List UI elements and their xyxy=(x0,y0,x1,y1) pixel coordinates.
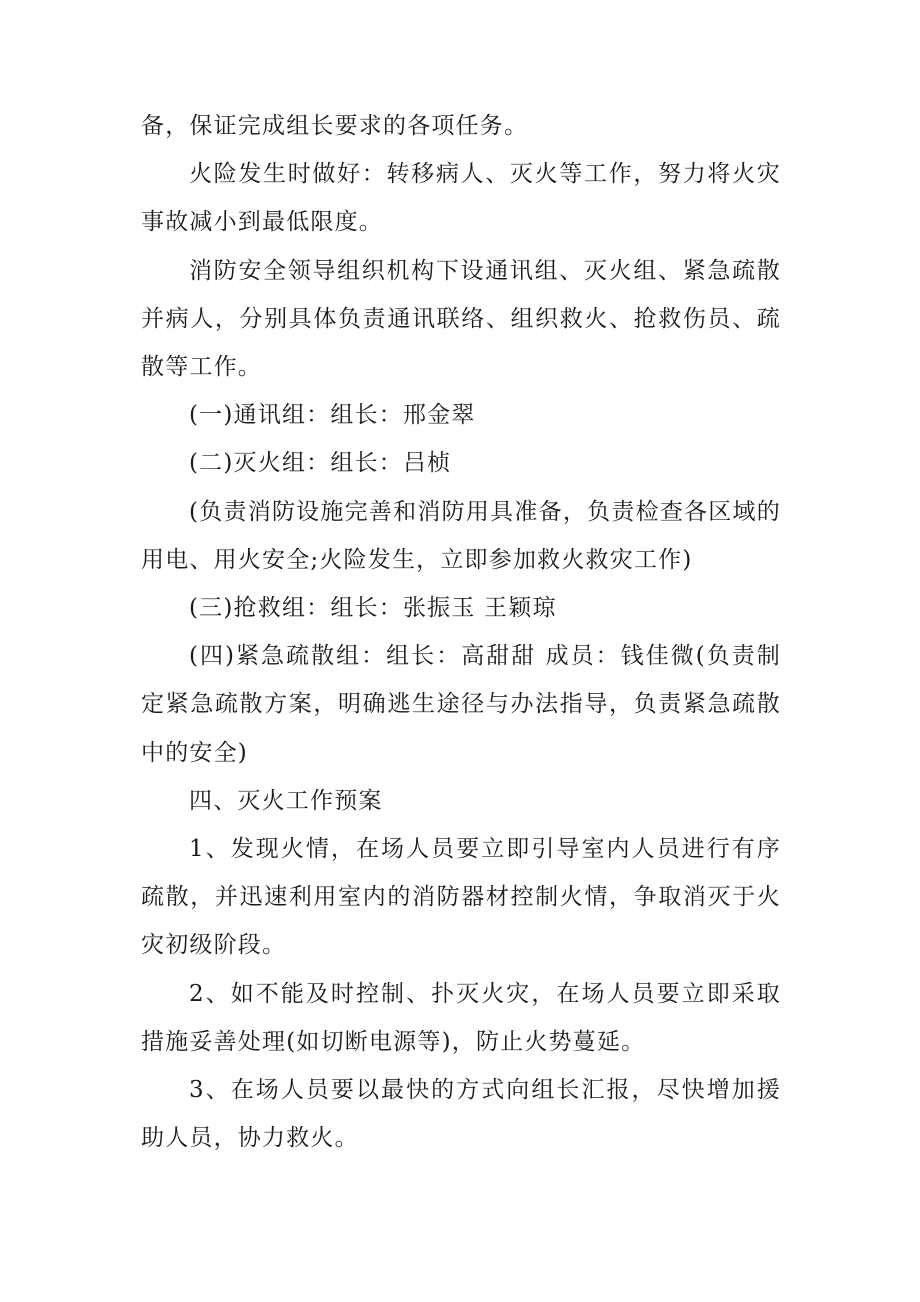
paragraph-rescue-group: (三)抢救组：组长：张振玉 王颖琼 xyxy=(189,595,557,622)
paragraph-step-3: 3、在场人员要以最快的方式向组长汇报，尽快增加援助人员，协力救火。 xyxy=(141,1077,781,1152)
paragraph-communication-group: (一)通讯组：组长：邢金翠 xyxy=(189,402,476,429)
paragraph-step-2: 2、如不能及时控制、扑灭火灾，在场人员要立即采取措施妥善处理(如切断电源等)，防止火势蔓延。 xyxy=(141,980,781,1055)
document-body xyxy=(141,102,781,1162)
section-heading-fire-plan: 四、灭火工作预案 xyxy=(189,787,383,814)
paragraph-fire-duty: 火险发生时做好：转移病人、灭火等工作，努力将火灾事故减小到最低限度。 xyxy=(141,161,781,236)
paragraph-continuation: 备，保证完成组长要求的各项任务。 xyxy=(141,113,529,139)
paragraph-firefighting-duty: (负责消防设施完善和消防用具准备，负责检查各区域的用电、用火安全;火险发生，立即参加救火救灾工作) xyxy=(141,498,781,573)
paragraph-firefighting-group: (二)灭火组：组长：吕桢 xyxy=(189,450,452,477)
paragraph-step-1: 1、发现火情，在场人员要立即引导室内人员进行有序疏散，并迅速利用室内的消防器材控制火情，争取消灭于火灾初级阶段。 xyxy=(141,836,781,959)
paragraph-evacuation-group: (四)紧急疏散组：组长：高甜甜 成员：钱佳微(负责制定紧急疏散方案，明确逃生途径与办法指导，负责紧急疏散中的安全) xyxy=(141,643,781,766)
paragraph-organization: 消防安全领导组织机构下设通讯组、灭火组、紧急疏散并病人，分别具体负责通讯联络、组织救火、抢救伤员、疏散等工作。 xyxy=(141,257,781,381)
